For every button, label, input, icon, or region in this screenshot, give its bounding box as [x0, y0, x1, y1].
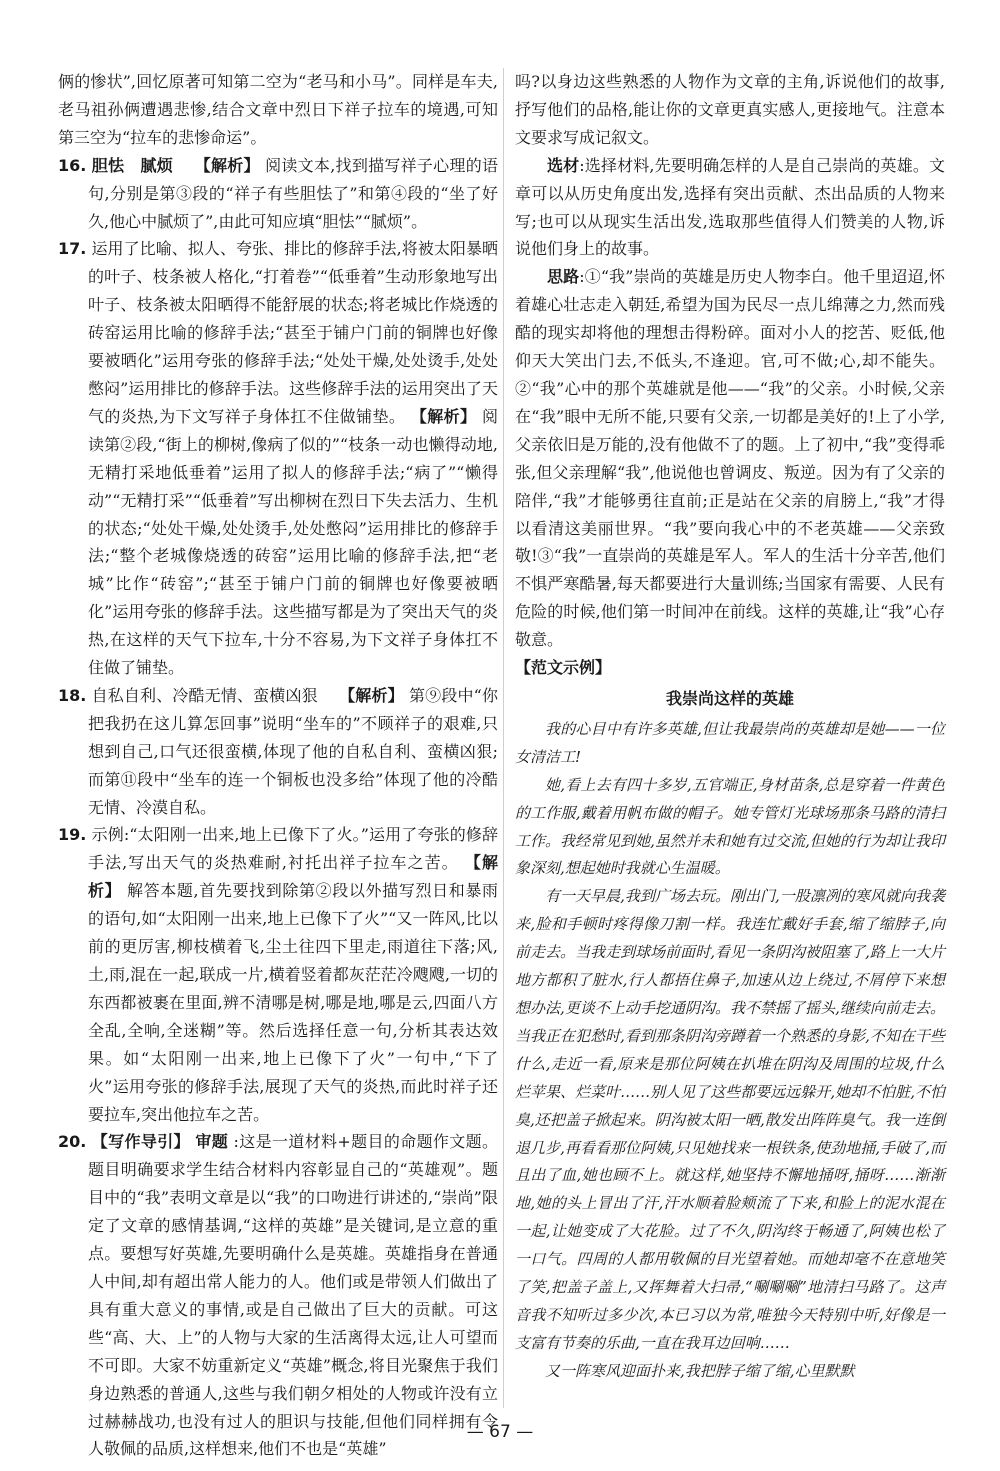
- analysis-text: 阅读第②段,“街上的柳树,像病了似的”“枝条一动也懒得动地,无精打采地低垂着”运用了拟人的修辞手法;“病了”“懒得动”“无精打采”“低垂着”写出柳树在烈日下失去活力、生机的状态;“处处干燥,处处烫手,处处憋闷”运用排比的修辞手法;“整个老城像烧透的砖窑”运用比喻的修辞手法,把“老城”比作“砖窑”;“甚至于铺户门前的铜牌也好像要被晒化”运用夸张的修辞手法。这些描写都是为了突出天气的炎热,在这样的天气下拉车,十分不容易,为下文祥子身体扛不住做了铺垫。: [88, 406, 498, 678]
- approach-text: :①“我”崇尚的英雄是历史人物李白。他千里迢迢,怀着雄心壮志走入朝廷,希望为国为民尽一点儿绵薄之力,然而残酷的现实却将他的理想击得粉碎。面对小人的挖苦、贬低,他仰天大笑出门去,不低头,不逢迎。官,可不做;心,却不能失。②“我”心中的那个英雄就是他——“我”的父亲。小时候,父亲在“我”眼中无所不能,只要有父亲,一切都是美好的!上了小学,父亲依旧是万能的,没有他做不了的题。上了初中,“我”变得乖张,但父亲理解“我”,他说他也曾调皮、叛逆。因为有了父亲的陪伴,“我”才能够勇往直前;正是站在父亲的肩膀上,“我”才得以看清这美丽世界。“我”要向我心中的不老英雄——父亲致敬!③“我”一直崇尚的英雄是军人。军人的生活十分辛苦,他们不惧严寒酷暑,每天都要进行大量训练;当国家有需要、人民有危险的时候,他们第一时间冲在前线。这样的英雄,让“我”心存敬意。: [515, 267, 945, 650]
- answer-text: 运用了比喻、拟人、夸张、排比的修辞手法,将被太阳暴晒的叶子、枝条被人格化,“打着卷”“低垂着”生动形象地写出叶子、枝条被太阳晒得不能舒展的状态;将老城比作烧透的砖窑运用比喻的修辞手法;“甚至于铺户门前的铜牌也好像要被晒化”运用夸张的修辞手法;“处处干燥,处处烫手,处处憋闷”运用排比的修辞手法。这些修辞手法的运用突出了天气的炎热,为下文写祥子身体扛不住做铺垫。: [88, 239, 498, 426]
- essay-title: 我崇尚这样的英雄: [665, 688, 794, 708]
- page-number: — 67 —: [466, 1422, 534, 1442]
- guide-continuation: 吗?以身边这些熟悉的人物作为文章的主角,诉说他们的故事,抒写他们的品格,能让你的文章更真实感人,更接地气。注意本文要求写成记叙文。: [515, 72, 945, 147]
- approach-paragraph: [515, 263, 945, 654]
- question-number: 18.: [58, 685, 87, 705]
- approach-label: 思路: [547, 267, 580, 287]
- sample-essay-label: 【范文示例】: [515, 658, 612, 678]
- material-selection-paragraph: [515, 152, 945, 264]
- answer-text: 自私自利、冷酷无情、蛮横凶狠: [91, 685, 334, 705]
- answer-text: 胆怯 腻烦: [91, 155, 190, 175]
- analysis-text: 解答本题,首先要找到除第②段以外描写烈日和暴雨的语句,如“太阳刚一出来,地上已像下了火”“又一阵风,比以前的更厉害,柳枝横着飞,尘土往四下里走,雨道往下落;风,土,雨,混在一起,联成一片,横着竖着都灰茫茫冷飕飕,一切的东西都被裹在里面,辨不清哪是树,哪是地,哪是云,四面八方全乱,全响,全迷糊”等。然后选择任意一句,分析其表达效果。如“太阳刚一出来,地上已像下了火”一句中,“下了火”运用夸张的修辞手法,展现了天气的炎热,而此时祥子还要拉车,突出他拉车之苦。: [88, 881, 498, 1124]
- column-divider: [503, 68, 504, 1408]
- right-column: [515, 68, 945, 1386]
- essay-paragraph: 我的心目中有许多英雄,但让我最崇尚的英雄却是她——一位女清洁工!: [515, 719, 945, 766]
- analysis-tag: 【解析】: [339, 685, 404, 705]
- question-20: [58, 1128, 498, 1463]
- question-19: [58, 821, 498, 1128]
- analysis-tag: 【解析】: [410, 406, 477, 426]
- question-16: [58, 152, 498, 236]
- question-17: [58, 235, 498, 682]
- essay-paragraph: 又一阵寒风迎面扑来,我把脖子缩了缩,心里默默: [545, 1361, 855, 1380]
- question-number: 17.: [58, 239, 87, 259]
- continuation-paragraph: 俩的惨状”,回忆原著可知第二空为“老马和小马”。同样是车夫,老马祖孙俩遭遇悲惨,结合文章中烈日下祥子拉车的境遇,可知第三空为“拉车的悲惨命运”。: [58, 72, 498, 147]
- question-18: [58, 682, 498, 822]
- material-text: :选择材料,先要明确怎样的人是自己崇尚的英雄。文章可以从历史角度出发,选择有突出贡献、杰出品质的人物来写;也可以从现实生活出发,选取那些值得人们赞美的人物,诉说他们身上的故事。: [515, 155, 945, 259]
- writing-guide-tag: 【写作导引】: [91, 1132, 190, 1152]
- essay-paragraph: 她,看上去有四十多岁,五官端正,身材苗条,总是穿着一件黄色的工作服,戴着用帆布做的帽子。她专管灯光球场那条马路的清扫工作。我经常见到她,虽然并未和她有过交流,但她的行为却让我印象深刻,想起她时我就心生温暖。: [515, 775, 945, 878]
- question-number: 20.: [58, 1132, 87, 1152]
- left-column: [58, 68, 498, 1463]
- analysis-text: 阅读文本,找到描写祥子心理的语句,分别是第③段的“祥子有些胆怯了”和第④段的“坐了好久,他心中腻烦了”,由此可知应填“胆怯”“腻烦”。: [88, 155, 498, 231]
- question-number: 19.: [58, 825, 87, 845]
- answer-text: 示例:“太阳刚一出来,地上已像下了火。”运用了夸张的修辞手法,写出天气的炎热难耐,衬托出祥子拉车之苦。: [88, 825, 498, 873]
- topic-review-label: 审题: [195, 1132, 229, 1152]
- essay-paragraph: 有一天早晨,我到广场去玩。刚出门,一股凛冽的寒风就向我袭来,脸和手顿时疼得像刀割一样。我连忙戴好手套,缩了缩脖子,向前走去。当我走到球场前面时,看见一条阴沟被阻塞了,路上一大片地方都积了脏水,行人都捂住鼻子,加速从边上绕过,不屑停下来想想办法,更谈不上动手挖通阴沟。我不禁摇了摇头,继续向前走去。当我正在犯愁时,看到那条阴沟旁蹲着一个熟悉的身影,不知在干些什么,走近一看,原来是那位阿姨在扒堆在阴沟及周围的垃圾,什么烂苹果、烂菜叶……别人见了这些都要远远躲开,她却不怕脏,不怕臭,还把盖子掀起来。阴沟被太阳一晒,散发出阵阵臭气。我一连倒退几步,再看看那位阿姨,只见她找来一根铁条,使劲地捅,手破了,而且出了血,她也顾不上。就这样,她坚持不懈地捅呀,捅呀……渐渐地,她的头上冒出了汗,汗水顺着脸颊流了下来,和脸上的泥水混在一起,让她变成了大花脸。过了不久,阴沟终于畅通了,阿姨也松了一口气。四周的人都用敬佩的目光望着她。而她却毫不在意地笑了笑,把盖子盖上,又挥舞着大扫帚,“唰唰唰”地清扫马路了。这声音我不知听过多少次,本已习以为常,唯独今天特别中听,好像是一支富有节奏的乐曲,一直在我耳边回响……: [515, 887, 945, 1352]
- analysis-tag: 【解析】: [88, 853, 498, 901]
- analysis-tag: 【解析】: [194, 155, 260, 175]
- material-label: 选材: [547, 155, 580, 175]
- analysis-text: 第⑨段中“你把我扔在这儿算怎回事”说明“坐车的”不顾祥子的艰难,只想到自己,口气还很蛮横,体现了他的自私自利、蛮横凶狠;而第⑪段中“坐车的连一个铜板也没多给”体现了他的冷酷无情、冷漠自私。: [88, 685, 498, 817]
- question-number: 16.: [58, 155, 87, 175]
- writing-guide-text: :这是一道材料+题目的命题作文题。题目明确要求学生结合材料内容彰显自己的“英雄观”。题目中的“我”表明文章是以“我”的口吻进行讲述的,“崇尚”限定了文章的感情基调,“这样的英雄”是关键词,是立意的重点。要想写好英雄,先要明确什么是英雄。英雄指身在普通人中间,却有超出常人能力的人。他们或是带领人们做出了具有重大意义的事情,或是自己做出了巨大的贡献。可这些“高、大、上”的人物与大家的生活离得太远,让人可望而不可即。大家不妨重新定义“英雄”概念,将目光聚焦于我们身边熟悉的普通人,这些与我们朝夕相处的人物或许没有立过赫赫战功,也没有过人的胆识与技能,但他们同样拥有令人敬佩的品质,这样想来,他们不也是“英雄”: [88, 1132, 498, 1459]
